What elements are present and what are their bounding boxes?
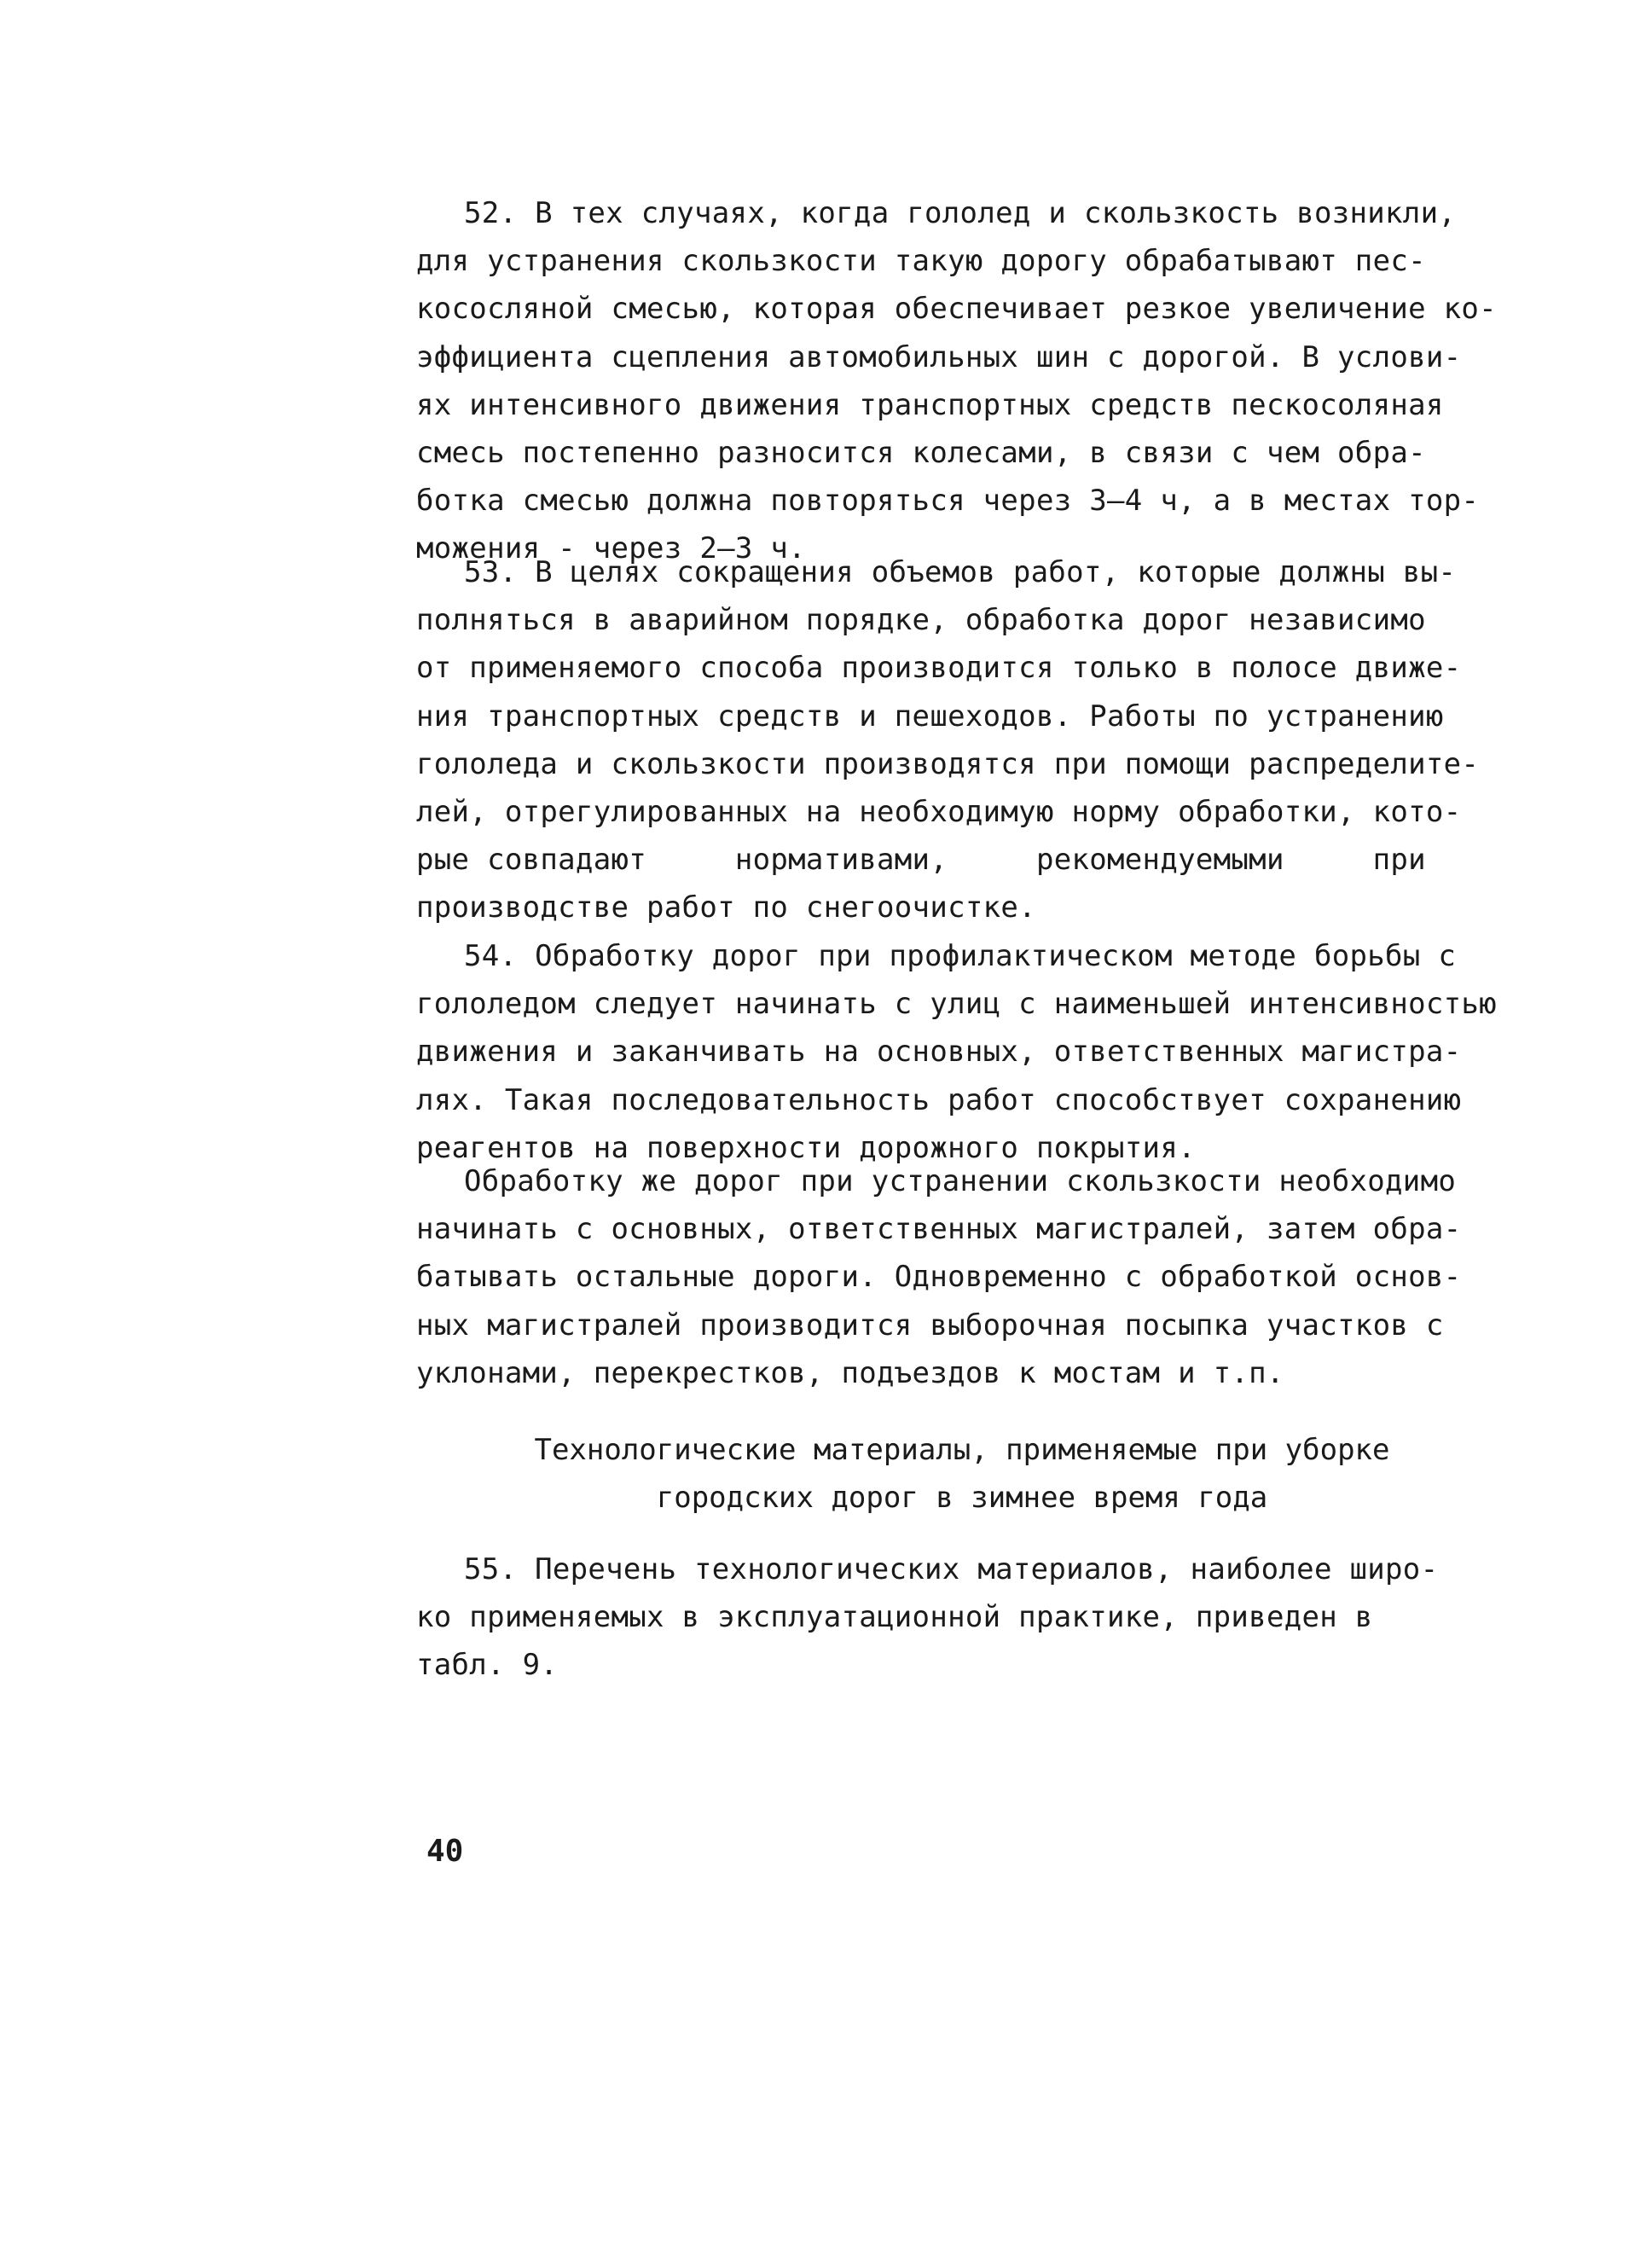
paragraph-line: ботка смесью должна повторяться через 3–4 ч, а в местах тор- — [416, 484, 1480, 519]
paragraph-line: ях интенсивного движения транспортных средств пескосоляная — [416, 387, 1444, 422]
paragraph-line: движения и заканчивать на основных, ответственных магистра- — [416, 1035, 1462, 1070]
paragraph-54 — [416, 932, 1508, 1172]
paragraph-line: рые совпадают нормативами, рекомендуемыми при — [416, 843, 1426, 878]
paragraph-line: смесь постепенно разносится колесами, в связи с чем обра- — [416, 435, 1426, 470]
paragraph-line: гололеда и скользкости производятся при помощи распределите- — [416, 746, 1480, 781]
paragraph-line: реагентов на поверхности дорожного покрытия. — [416, 1130, 1196, 1165]
paragraph-line: начинать с основных, ответственных магистралей, затем обра- — [416, 1212, 1462, 1247]
paragraph-line: табл. 9. — [416, 1648, 559, 1683]
paragraph-52 — [416, 189, 1508, 573]
paragraph-line: уклонами, перекрестков, подъездов к мостам и т.п. — [416, 1355, 1284, 1390]
paragraph-line: кососляной смесью, которая обеспечивает резкое увеличение ко- — [416, 292, 1497, 327]
paragraph-line: 54. Обработку дорог при профилактическом методе борьбы с — [464, 939, 1457, 973]
paragraph-55 — [416, 1545, 1508, 1690]
paragraph-line: 55. Перечень технологических материалов, наиболее широ- — [464, 1552, 1439, 1586]
paragraph-line: ко применяемых в эксплуатационной практике, приведен в — [416, 1600, 1373, 1635]
paragraph-line: 53. В целях сокращения объемов работ, которые должны вы- — [464, 555, 1457, 589]
paragraph-line: гололедом следует начинать с улиц с наименьшей интенсивностью — [416, 987, 1497, 1022]
paragraph-line: лях. Такая последовательность работ способствует сохранению — [416, 1082, 1462, 1117]
paragraph-line: для устранения скользкости такую дорогу обрабатывают пес- — [416, 244, 1426, 279]
paragraph-line: батывать остальные дороги. Одновременно с обработкой основ- — [416, 1260, 1462, 1295]
section-heading — [416, 1426, 1508, 1522]
paragraph-line: 52. В тех случаях, когда гололед и скользкость возникли, — [464, 196, 1457, 230]
section-heading-line-2: городских дорог в зимнее время года — [656, 1481, 1268, 1515]
section-heading-line-1: Технологические материалы, применяемые при уборке — [534, 1433, 1390, 1467]
paragraph-line: производстве работ по снегоочистке. — [416, 890, 1036, 925]
paragraph-line: эффициента сцепления автомобильных шин с дорогой. В услови- — [416, 339, 1462, 374]
paragraph-line: полняться в аварийном порядке, обработка дорог независимо — [416, 603, 1426, 638]
paragraph-53 — [416, 548, 1508, 932]
paragraph-line: можения - через 2–3 ч. — [416, 531, 806, 566]
paragraph-line: лей, отрегулированных на необходимую норму обработки, кото- — [416, 794, 1462, 829]
paragraph-line: ных магистралей производится выборочная посыпка участков с — [416, 1308, 1444, 1342]
paragraph-line: от применяемого способа производится только в полосе движе- — [416, 651, 1462, 686]
page-number: 40 — [426, 1834, 464, 1869]
paragraph-line: Обработку же дорог при устранении скользкости необходимо — [464, 1164, 1457, 1198]
paragraph-line: ния транспортных средств и пешеходов. Работы по устранению — [416, 699, 1444, 734]
paragraph-54-continued — [416, 1157, 1508, 1397]
